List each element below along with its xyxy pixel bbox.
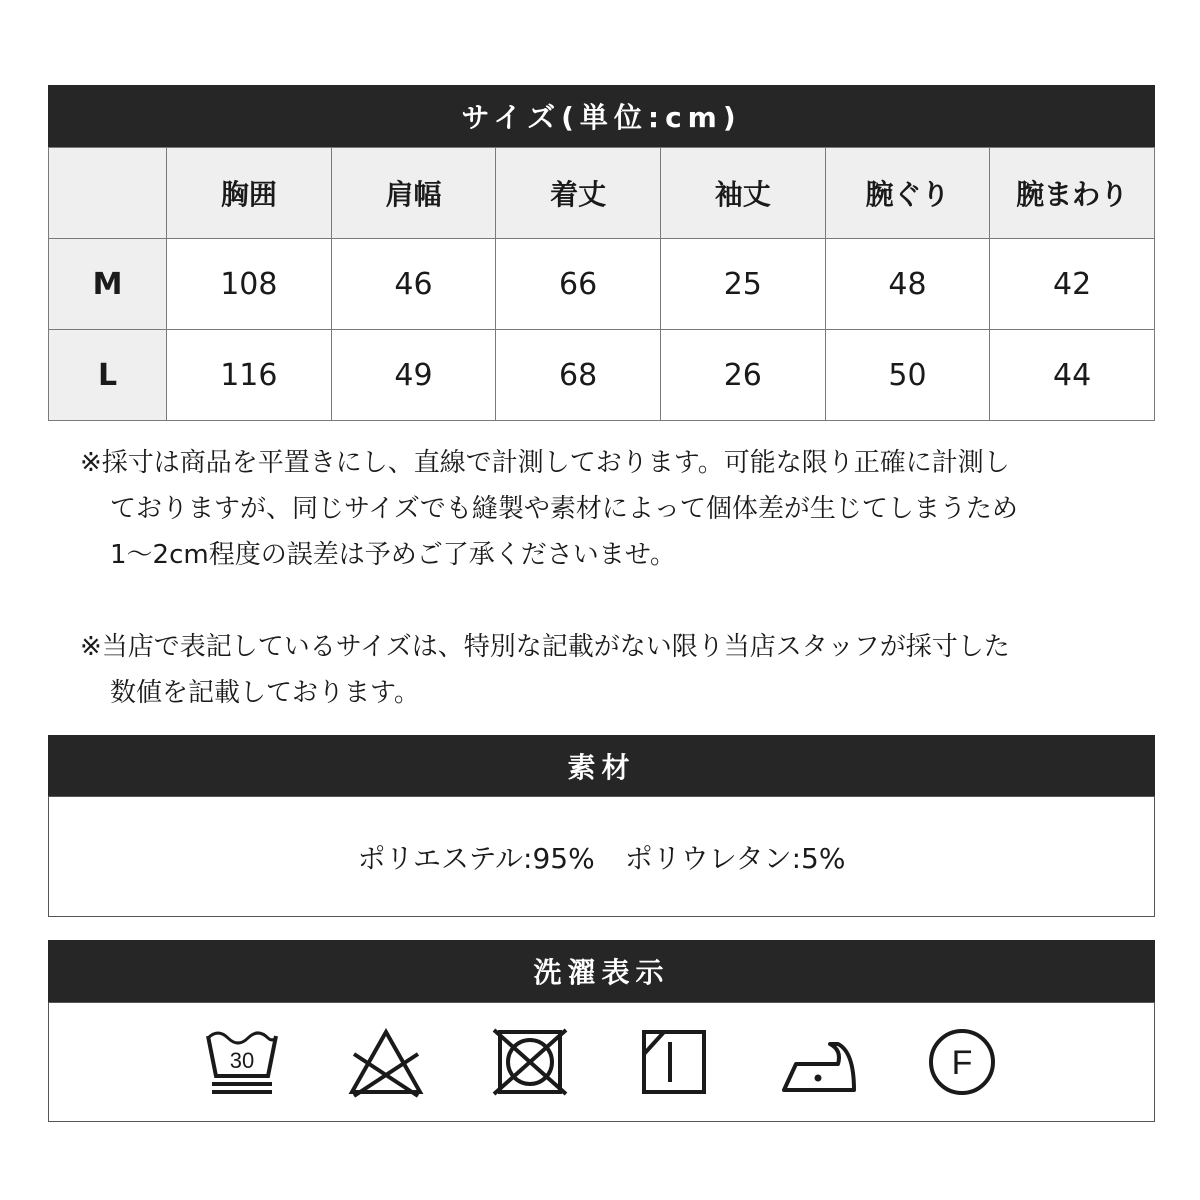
dry-clean-f-icon <box>922 1026 1002 1098</box>
table-cell: 108 <box>167 239 332 330</box>
care-title-text: 洗濯表示 <box>533 956 670 989</box>
measurement-notes <box>80 440 1140 716</box>
size-title-text: サイズ(単位:cm) <box>461 101 742 134</box>
note-line: 1〜2cm程度の誤差は予めご了承くださいませ。 <box>110 540 676 570</box>
table-cell: 68 <box>496 330 661 421</box>
no-tumble-dry-icon <box>490 1026 570 1098</box>
dry-clean-letter: F <box>951 1044 972 1082</box>
header-cell: 腕ぐり <box>825 148 990 239</box>
care-symbols <box>48 1002 1155 1122</box>
material-section-title <box>48 735 1155 797</box>
table-cell: 46 <box>331 239 496 330</box>
header-cell: 肩幅 <box>331 148 496 239</box>
note-measurement <box>80 440 1140 578</box>
table-cell: 49 <box>331 330 496 421</box>
table-cell: 42 <box>990 239 1155 330</box>
care-section-title <box>48 940 1155 1002</box>
row-label: M <box>49 239 167 330</box>
note-line: ※採寸は商品を平置きにし、直線で計測しております。可能な限り正確に計測し <box>80 448 1010 478</box>
note-line: 数値を記載しております。 <box>110 678 420 708</box>
wash-temp-text: 30 <box>229 1048 254 1073</box>
size-table-header <box>49 148 1155 239</box>
material-item: ポリエステル:95% <box>357 841 595 875</box>
table-cell: 48 <box>825 239 990 330</box>
size-table <box>48 147 1155 421</box>
note-line: ※当店で表記しているサイズは、特別な記載がない限り当店スタッフが採寸した <box>80 632 1010 662</box>
size-section-title <box>48 85 1155 147</box>
table-cell: 116 <box>167 330 332 421</box>
line-dry-shade-icon <box>634 1026 714 1098</box>
no-bleach-icon <box>346 1026 426 1098</box>
header-cell: 着丈 <box>496 148 661 239</box>
header-cell: 胸囲 <box>167 148 332 239</box>
material-title-text: 素材 <box>567 751 636 784</box>
note-staff-measured <box>80 624 1140 716</box>
iron-low-icon <box>778 1026 858 1098</box>
table-cell: 44 <box>990 330 1155 421</box>
header-cell: 袖丈 <box>660 148 825 239</box>
table-row <box>49 330 1155 421</box>
row-label: L <box>49 330 167 421</box>
material-item: ポリウレタン:5% <box>624 841 846 875</box>
table-cell: 66 <box>496 239 661 330</box>
table-cell: 25 <box>660 239 825 330</box>
header-cell: 腕まわり <box>990 148 1155 239</box>
table-cell: 26 <box>660 330 825 421</box>
note-line: ておりますが、同じサイズでも縫製や素材によって個体差が生じてしまうため <box>110 494 1018 524</box>
wash-30-gentle-icon <box>202 1026 282 1098</box>
table-row <box>49 239 1155 330</box>
material-box <box>48 796 1155 917</box>
table-cell: 50 <box>825 330 990 421</box>
header-cell <box>49 148 167 239</box>
